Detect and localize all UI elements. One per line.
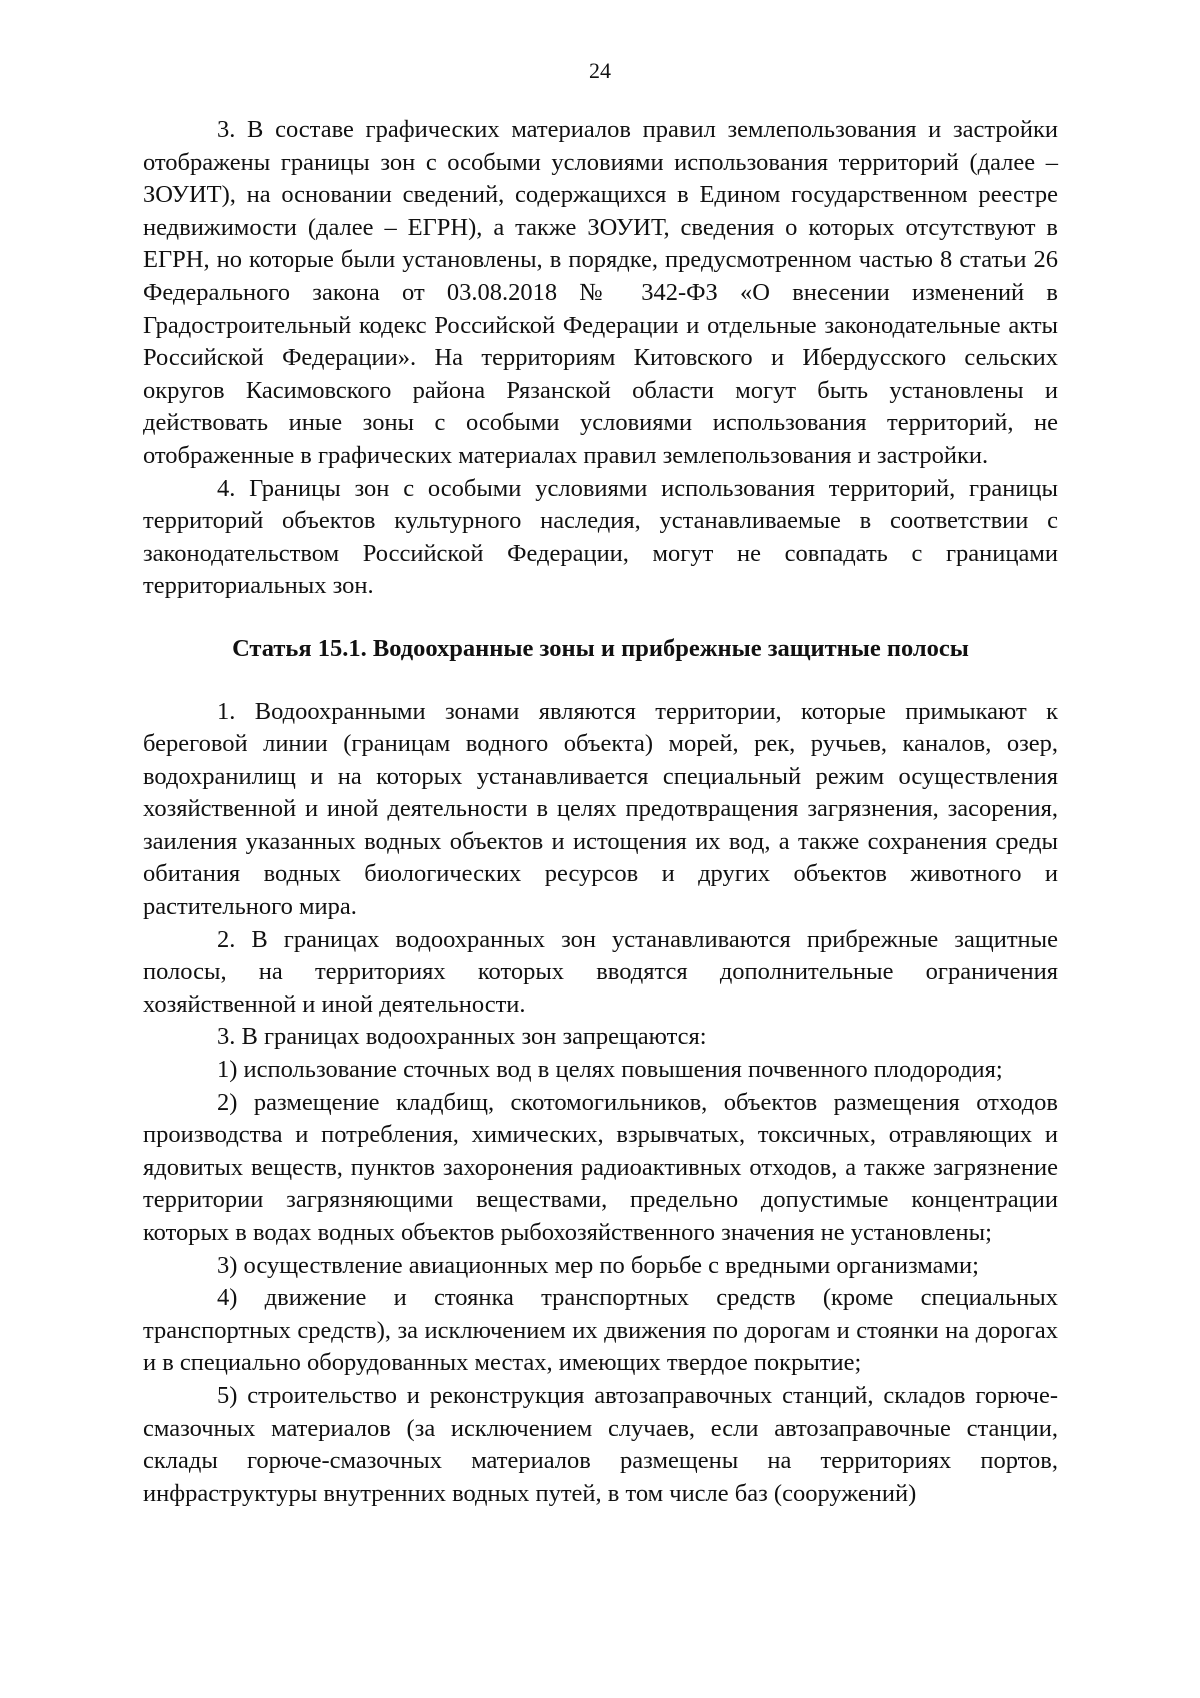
document-body [143, 114, 1058, 1510]
article-heading: Статья 15.1. Водоохранные зоны и прибрежные защитные полосы [232, 634, 969, 662]
paragraph-water-protection-zones: 1. Водоохранными зонами являются территории, которые примыкают к береговой линии (границам водного объекта) морей, рек, ручьев, каналов, озер, водохранилищ и на которых устанавливается специальный режим осуществления хозяйственной и иной деятельности в целях предотвращения загрязнения, засорения, заиления указанных водных объектов и истощения их вод, а также сохранения среды обитания водных биологических ресурсов и других объектов животного и растительного мира. [143, 697, 1058, 921]
list-item-2: 2) размещение кладбищ, скотомогильников, объектов размещения отходов производства и потребления, химических, взрывчатых, токсичных, отравляющих и ядовитых веществ, пунктов захоронения радиоактивных отходов, а также загрязнение территории загрязняющими веществами, предельно допустимые концентрации которых в водах водных объектов рыбохозяйственного значения не установлены; [143, 1088, 1058, 1246]
list-item-5: 5) строительство и реконструкция автозаправочных станций, складов горюче-смазочных материалов (за исключением случаев, если автозаправочные станции, склады горюче-смазочных материалов размещены на территориях портов, инфраструктуры внутренних водных путей, в том числе баз (сооружений) [143, 1381, 1058, 1507]
paragraph-coastal-strips: 2. В границах водоохранных зон устанавливаются прибрежные защитные полосы, на территориях которых вводятся дополнительные ограничения хозяйственной и иной деятельности. [143, 925, 1058, 1018]
paragraph-zone-boundaries: 4. Границы зон с особыми условиями использования территорий, границы территорий объектов культурного наследия, устанавливаемые в соответствии с законодательством Российской Федерации, могут не совпадать с границами территориальных зон. [143, 474, 1058, 600]
list-item-4: 4) движение и стоянка транспортных средств (кроме специальных транспортных средств), за исключением их движения по дорогам и стоянки на дорогах и в специально оборудованных местах, имеющих твердое покрытие; [143, 1284, 1058, 1377]
list-item-3: 3) осуществление авиационных мер по борьбе с вредными организмами; [217, 1251, 979, 1279]
paragraph-zouit-graphics: 3. В составе графических материалов правил землепользования и застройки отображены границы зон с особыми условиями использования территорий (далее – ЗОУИТ), на основании сведений, содержащихся в Едином государственном реестре недвижимости (далее – ЕГРН), а также ЗОУИТ, сведения о которых отсутствуют в ЕГРН, но которые были установлены, в порядке, предусмотренном частью 8 статьи 26 Федерального закона от 03.08.2018 № 342-ФЗ «О внесении изменений в Градостроительный кодекс Российской Федерации и отдельные законодательные акты Российской Федерации». На территориям Китовского и Ибердусского сельских округов Касимовского района Рязанской области могут быть установлены и действовать иные зоны с особыми условиями использования территорий, не отображенные в графических материалах правил землепользования и застройки. [143, 116, 1058, 469]
page-number: 24 [589, 58, 611, 83]
list-item-1: 1) использование сточных вод в целях повышения почвенного плодородия; [217, 1056, 1003, 1084]
paragraph-prohibitions-intro: 3. В границах водоохранных зон запрещаются: [217, 1023, 707, 1051]
